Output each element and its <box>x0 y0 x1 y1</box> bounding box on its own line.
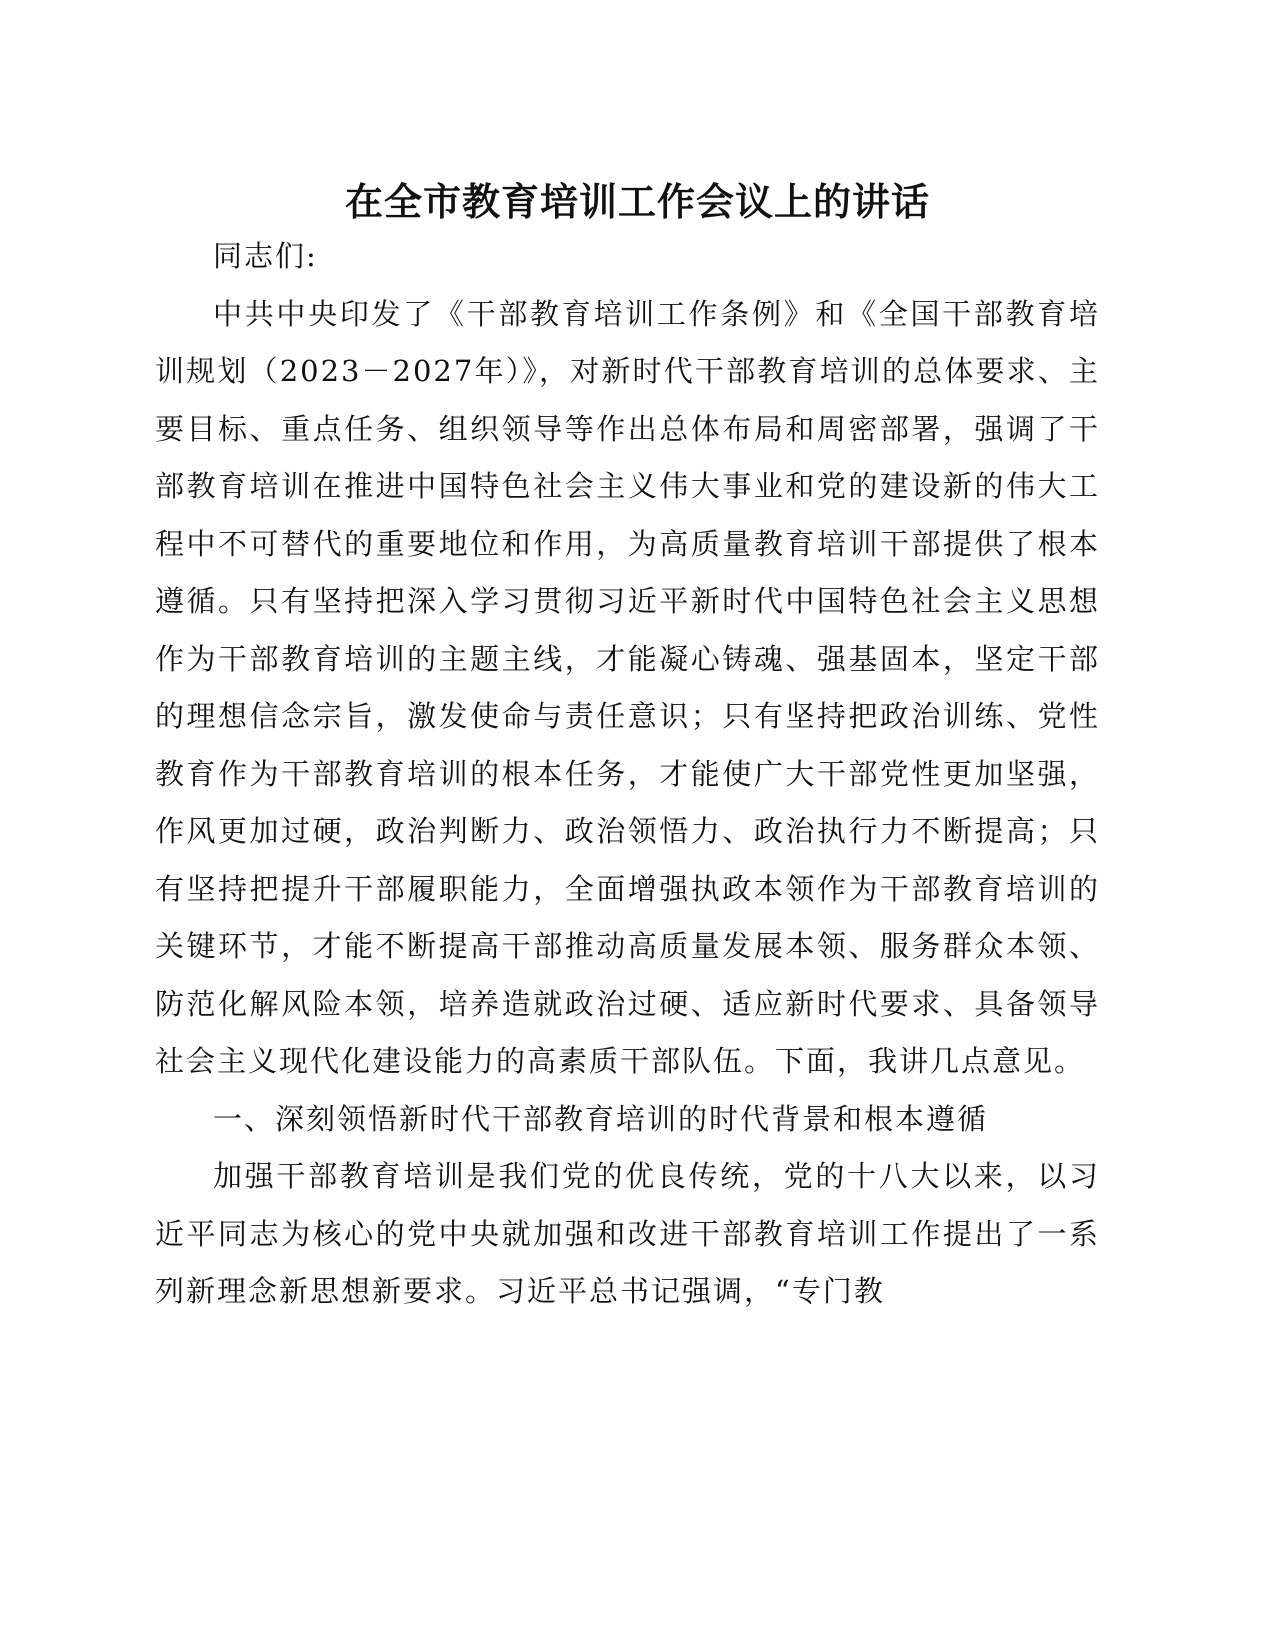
salutation: 同志们: <box>213 239 318 273</box>
document-body <box>155 228 1100 1321</box>
document-title: 在全市教育培训工作会议上的讲话 <box>344 180 930 224</box>
section-heading-1: 一、深刻领悟新时代干部教育培训的时代背景和根本遵循 <box>213 1101 989 1136</box>
paragraph-section-1: 加强干部教育培训是我们党的优良传统，党的十八大以来，以习近平同志为核心的党中央就加强和改进干部教育培训工作提出了一系列新理念新思想新要求。习近平总书记强调，“专门教 <box>155 1159 1100 1308</box>
paragraph-intro: 中共中央印发了《干部教育培训工作条例》和《全国干部教育培训规划（2023－2027年）》，对新时代干部教育培训的总体要求、主要目标、重点任务、组织领导等作出总体布局和周密部署，强调了干部教育培训在推进中国特色社会主义伟大事业和党的建设新的伟大工程中不可替代的重要地位和作用，为高质量教育培训干部提供了根本遵循。只有坚持把深入学习贯彻习近平新时代中国特色社会主义思想作为干部教育培训的主题主线，才能凝心铸魂、强基固本，坚定干部的理想信念宗旨，激发使命与责任意识；只有坚持把政治训练、党性教育作为干部教育培训的根本任务，才能使广大干部党性更加坚强，作风更加过硬，政治判断力、政治领悟力、政治执行力不断提高；只有坚持把提升干部履职能力，全面增强执政本领作为干部教育培训的关键环节，才能不断提高干部推动高质量发展本领、服务群众本领、防范化解风险本领，培养造就政治过硬、适应新时代要求、具备领导社会主义现代化建设能力的高素质干部队伍。下面，我讲几点意见。 <box>155 296 1100 1078</box>
